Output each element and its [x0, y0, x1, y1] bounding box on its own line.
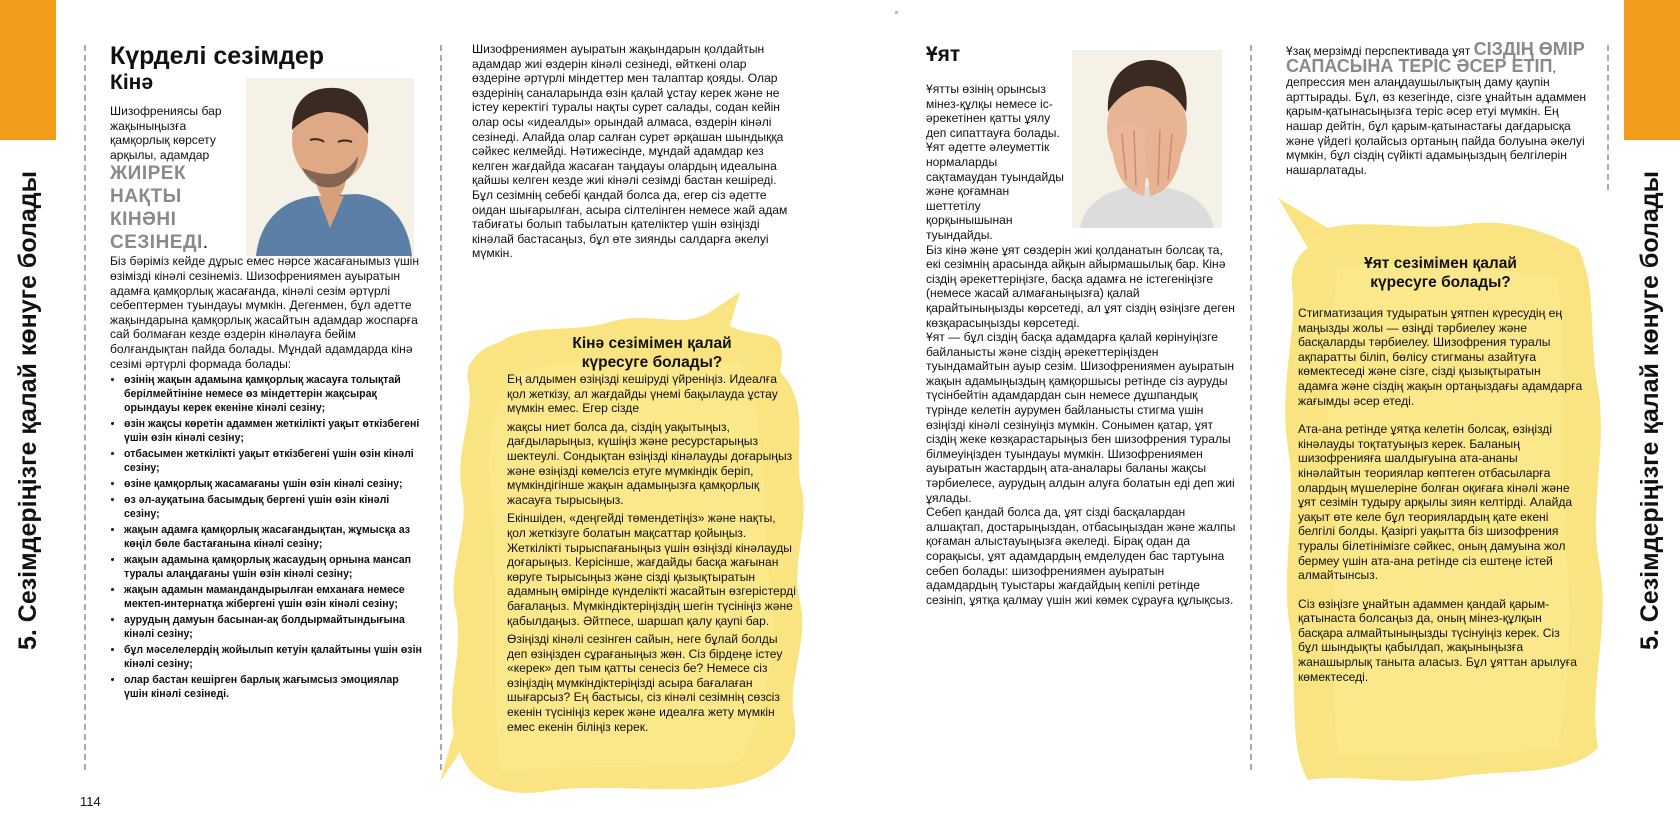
list-item: • бұл мәселелердің жойылып кетуін қалайтыны үшін өзін кінәлі сезіну; [124, 643, 422, 671]
shame-longterm-rest: , депрессия мен алаңдаушылықтың даму қаупін арттырады. Бұл, өз кезегінде, сізге ұнайтын адаммен қарым-қатынасыңызға теріс әсер етуі мүмкін. Ең нашар дейтін, бұл қарым-қатынастағы дағдарысқа және үйдегі қолайсыз ортаның пайда болуына әкелуі мүмкін, бұл сіздің сүйікті адамыңыздың белгілерін нашарлатады. [1286, 60, 1587, 177]
guilt-forms-list [110, 373, 422, 701]
shame-coping-heading-1: Ұят сезімімен қалай [1364, 255, 1517, 272]
list-item: • өзінің жақын адамына қамқорлық жасауға толықтай берілмейтініне немесе өз міндеттерін жақсырақ орындауы керек екеніне кінәлі сезіну; [124, 373, 422, 415]
shame-longterm-paragraph [1286, 39, 1596, 177]
shame-coping-box [1298, 254, 1583, 684]
right-col-1 [926, 42, 1236, 607]
shame-body: Біз кінә және ұят сөздерін жиі қолданатын болсақ та, екі сезімнің арасында айқын айырмашылық бар. Кінә сіздің әрекеттеріңізге, басқа адамға не істегеніңізге (немесе жасай алмағаныңызға) қалай қарайтыныңызды көрсетеді, ал ұят сіздің өзіңізге деген көзқарасыңызды көрсетеді. Ұят — бұл сіздің басқа адамдарға қалай көрінуіңізге байланысты және сіздің әрекеттеріңізден туындамайтын ауыр сезім. Шизофрениямен ауыратын жақын адамыңыздың қамқоршысы ретінде сіз ауруды түсінбейтін адамдардан сын немесе дұшпандық түрінде келетін аурумен байланысты стигма үшін өзіңізді кінәлі сезінуіңіз мүмкін. Сонымен қатар, ұят сіздің жеке көзқарастарыңыз бен шизофрения туралы білмеуіңізден туындауы мүмкін. Шизофрениямен ауыратын жастардың ата-аналары баланы жақсы тәрбиелесе, аурудың алдын алуға болатын еді деп жиі ұялады. Себеп қандай болса да, ұят сізді басқалардан алшақтап, достарыңыздан, отбасыңыздан және жалпы қоғаман алыстауыңызға әкеледі. Бірақ одан да сорақысы, ұят адамдардың емделуден бас тартуына себеп болады: шизофрениямен ауыратын адамдардың туыстары жағдайдың кепілі ретінде сезініп, ұятқа қалмау үшін жиі көмек сұрауға құлықсыз. [926, 242, 1236, 607]
section-heading-guilt: Кінә [110, 71, 154, 94]
list-item: • олар бастан кешірген барлық жағымсыз эмоциялар үшін кінәлі сезінеді. [124, 673, 422, 701]
section-tab-right [1624, 0, 1680, 140]
shame-coping-p3: Сіз өзіңізге ұнайтын адаммен қандай қарым-қатынаста болсаңыз да, оның мінез-құлқын басқара алмайтыныңызды түсінуіңіз керек. Сіз бұл шындықты қабылдап, жақыныңызға жанашырлық таныта аласыз. Бұл ұяттан арылуға көмектеседі. [1298, 596, 1577, 684]
guilt-coping-box [507, 334, 797, 734]
guilt-intro: Шизофренияcы бар жақыныңызға қамқорлық көрсету арқылы, адамдар [110, 104, 222, 162]
left-col-2 [472, 42, 794, 261]
guilt-coping-p3: Екіншіден, «деңгейді төмендетіңіз» және нақты, қол жеткізуге болатын мақсаттар қойыңыз. Жеткілікті тырыспағаныңыз үшін өзіңізді кінәлауды доғарыңыз. Керісінше, жағдайды басқа жағынан көруге тырысыңыз және сізді қызықтыратын адамның өмірінде күнделікті жасайтын өзгерістерді бағалаңыз. Мүмкіндіктеріңіздің шегін түсініңіз және қабылдаңыз. Әйтпесе, шаршап қалу қаупі бар. [507, 511, 796, 628]
page-number: 114 [80, 794, 101, 809]
list-item: • жақын адамға қамқорлық жасағандықтан, жұмысқа аз көңіл бөле бастағанына кінәлі сезіну; [124, 523, 422, 551]
guilt-coping-p1: Ең алдымен өзіңізді кешіруді үйреніңіз. Идеалға қол жеткізу, ал жағдайды үнемі бақылауда ұстау мүмкін емес. Егер сізде [507, 372, 778, 416]
list-item: • өз әл-ауқатына басымдық бергені үшін өзін кінәлі сезіну; [124, 493, 422, 521]
guilt-coping-p2: жақсы ниет болса да, сіздің уақытыңыз, дағдыларыңыз, күшіңіз және ресурстарыңыз шектеулі. Сондықтан өзіңізді кінәлауды доғарыңыз және өзіңізді көмелсіз етуге мүмкіндік беріп, мүмкіндігінше жақын адамыңызға қамқорлық жасауға тырысыңыз. [507, 419, 793, 507]
side-title-left: 5. Сезімдеріңізге қалай көнуге болады [14, 170, 42, 650]
right-col-2 [1286, 39, 1596, 177]
emph-line-2: НАҚТЫ [110, 186, 182, 208]
guilt-idealism-paragraph: Шизофрениямен ауыратын жақындарын қолдайтын адамдар жиі өздерін кінәлі сезінеді, өйткені олар өздеріне әртүрлі міндеттер мен талаптар қояды. Олар өздерінің саналарында өзін қалай ұстау керек және не істеу керектігі туралы нақты сурет салады, содан кейін олар осы «идеалды» орындай алмаса, өздерін кінәлі сезінеді. Алайда олар салған сурет әрқашан шындыққа сәйкес келмейді. Нәтижесінде, мұндай адамдар кез келген жағдайда жасаған таңдауы олардың идеалына қайшы келген кезде жиі кінәлі сезімді бастан кешіреді. Бұл сезімнің себебі қандай болса да, егер сіз әдетте оидан шығарылған, асыра сілтелінген немесе жай адам табиғаты болып табылатын қателіктер үшін өзіңізді кінәлай бастасаңыз, бұл өте зиянды салдарға әкелуі мүмкін. [472, 42, 788, 261]
rule-right-2 [1607, 45, 1609, 190]
shame-coping-p2: Ата-ана ретінде ұятқа келетін болсақ, өзіңізді кінәлауды тоқтатуыңыз керек. Баланың шизофренияға шалдығуына ата-ананы кінәлайтын теориялар көптеген отбасыларға олардың мүшелеріне болған оқиғаға кінәлі және ұят сезімін тудыру арқылы зиян келтірді. Алайда уақыт өте келе бұл теориялардың қате екені белгілі болды. Қазіргі уақытта біз шизофрения туралы білетінімізге сәйкес, оның дамуына жол бермеу үшін ата-ана ретінде сіз ештеңе істей алмайтынсыз. [1298, 422, 1573, 583]
page-title: Күрделі сезімдер [110, 42, 325, 70]
shame-intro: Ұятты өзінің орынсыз мінез-құлқы немесе іс-әрекетінен қатты ұялу деп сипаттауға болады. Ұят әдетте әлеуметтік нормаларды сақтамаудан туындайды және қоғамнан шеттетілу қорқынышынан туындайды. [926, 82, 1064, 242]
left-col-1 [110, 42, 422, 703]
guilt-emphasis [110, 162, 240, 254]
rule-left-1 [84, 45, 86, 770]
list-item: • өзін жақсы көретін адаммен жеткілікті уақыт өткізбегені үшін өзін кінәлі сезіну; [124, 417, 422, 445]
side-title-right: 5. Сезімдеріңізге қалай көнуге болады [1636, 170, 1664, 650]
guilt-paragraph: Біз бәріміз кейде дұрыс емес нәрсе жасағанымыз үшін өзімізді кінәлі сезінеміз. Шизофрениямен ауыратын адамға қамқорлық жасағанда, кінәлі сезім әртүрлі себептермен туындауы мүмкін. Дегенмен, бұл әдетте жақындарына қамқорлық жасайтын адамдар жоспарға сай болмаған кезде өздерін кінәлауға бейім болғандықтан пайда болады. Мұндай адамдарда кінә сезімі әртүрлі формада болады: [110, 254, 420, 371]
emph-line-4: СЕЗІНЕДІ [110, 232, 203, 254]
list-item: • жақын адамына қамқорлық жасаудың орнына мансап туралы алаңдағаны үшін өзін кінәлі сезіну; [124, 553, 422, 581]
side-title-right-anchor [1636, 170, 1666, 660]
list-item: • жақын адамын мамандандырылған емханаға немесе мектеп-интернатқа жібергені үшін өзін кінәлі сезіну; [124, 583, 422, 611]
guilt-coping-heading [507, 334, 797, 372]
guilt-coping-p4: Өзіңізді кінәлі сезінген сайын, неге бұлай болды деп өзіңізден сұрағаныңыз жөн. Сіз бірдеңе істеу «керек» деп тым қатты сенесіз бе? Немесе сіз өзіңіздің мүмкіндіктеріңізді асыра бағалаған шығарсыз? Ең бастысы, сіз кінәлі сезімнің сөзсіз екенін түсініңіз керек және идеалға жету мүмкін емес екенін біліңіз керек. [507, 632, 783, 734]
guilt-coping-heading-2: күресуге болады? [581, 354, 723, 371]
shame-coping-heading [1298, 254, 1583, 292]
shame-coping-p1: Стигматизация тудыратын ұятпен күресудің ең маңызды жолы — өзіңді тәрбиелеу және басқаларды тәрбиелеу. Шизофрения туралы ақпаратты біліп, бөлісу стигманы азайтуға көмектеседі және сізге, сізді қызықтыратын адамға және сіздің жақын ортаңыздағы адамдарға жағымды әсер етеді. [1298, 306, 1583, 408]
emph-end: . [202, 232, 209, 254]
section-tab-left [0, 0, 56, 140]
list-item: • аурудың дамуын басынан-ақ болдырмайтындығына кінәлі сезіну; [124, 613, 422, 641]
list-item: • отбасымен жеткілікті уақыт өткізбегені үшін өзін кінәлі сезіну; [124, 447, 422, 475]
emph-line-3: КІНӘНІ [110, 209, 177, 231]
rule-right-1 [1250, 45, 1252, 770]
emph-line-1: ЖИІРЕК [110, 163, 187, 185]
section-heading-shame: Ұят [926, 43, 961, 66]
page-dot [895, 11, 898, 14]
guilt-coping-heading-1: Кінә сезімімен қалай [572, 335, 732, 352]
list-item: • өзіне қамқорлық жасамағаны үшін өзін кінәлі сезіну; [124, 477, 422, 491]
shame-longterm-emphasis: СІЗДІҢ ӨМІР САПАСЫНА ТЕРІС ӘСЕР ЕТІП [1286, 39, 1585, 76]
shame-coping-heading-2: күресуге болады? [1370, 274, 1511, 291]
shame-longterm-start: Ұзақ мерзімді перспективада ұят [1286, 44, 1471, 58]
